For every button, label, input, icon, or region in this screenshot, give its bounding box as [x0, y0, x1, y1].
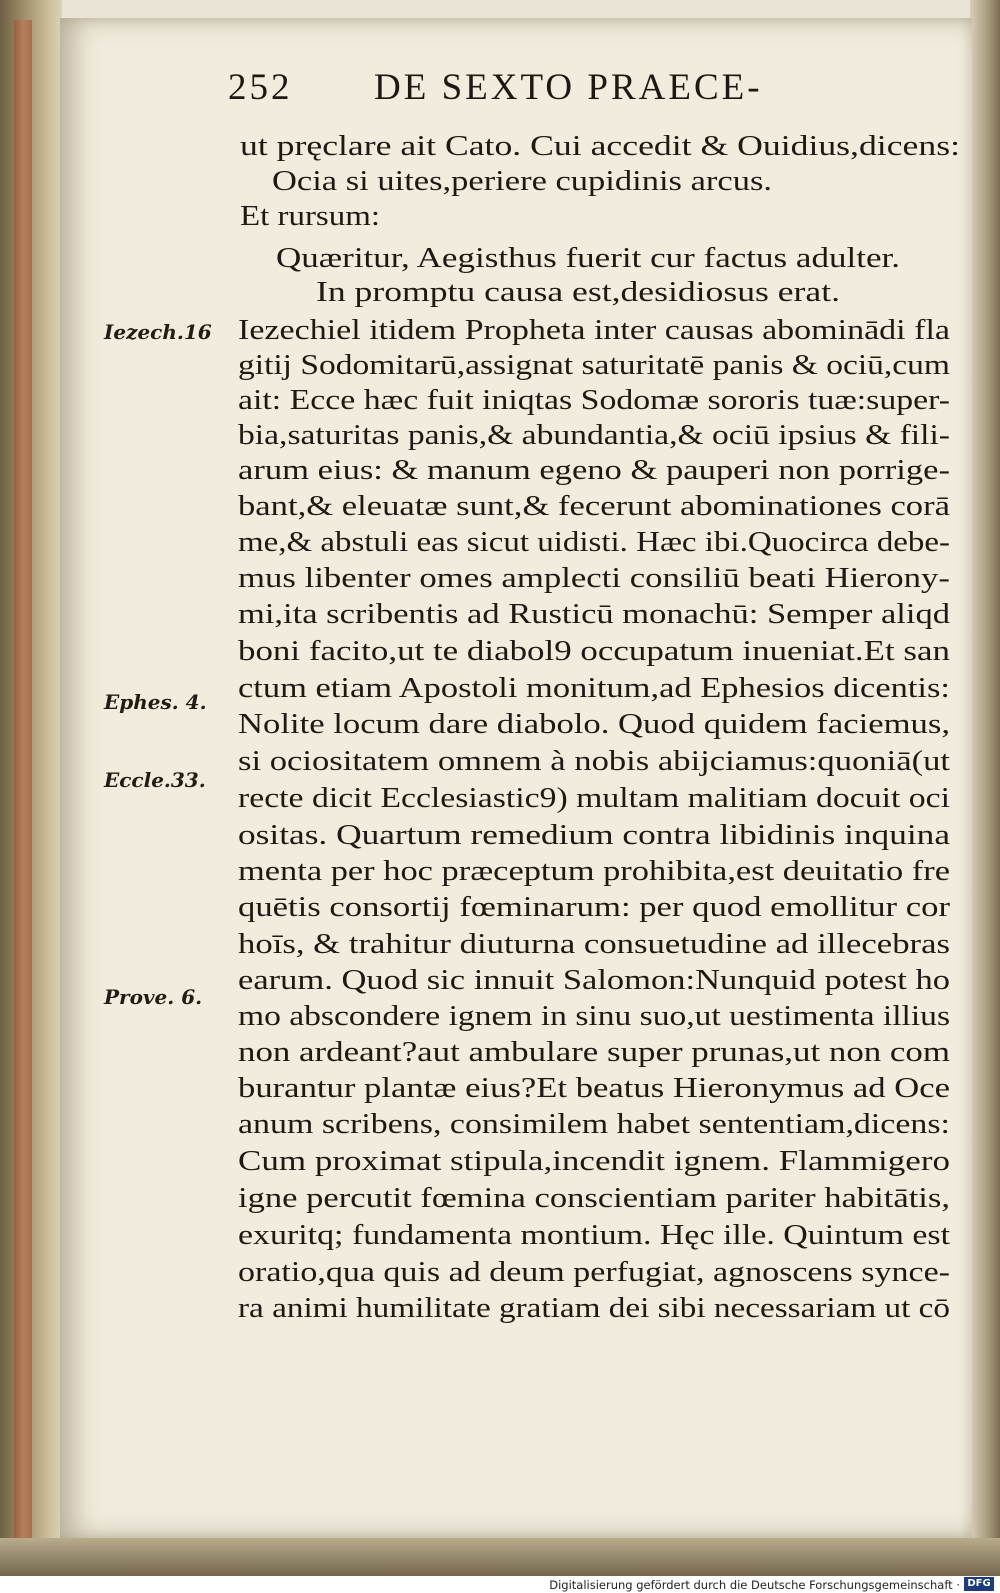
text-line: burantur plantæ eius?Et beatus Hieronymus ad Oce	[238, 1072, 950, 1104]
text-line: ut pręclare ait Cato. Cui accedit & Ouidius,dicens:	[240, 130, 960, 162]
text-line: oratio,qua quis ad deum perfugiat, agnoscens synce-	[238, 1256, 951, 1288]
text-line: bant,& eleuatæ sunt,& fecerunt abominationes corā	[238, 490, 950, 522]
margin-note: Eccle.33.	[104, 768, 206, 792]
text-line: igne percutit fœmina conscientiam pariter habitātis,	[238, 1182, 950, 1214]
text-line: ctum etiam Apostoli monitum,ad Ephesios dicentis:	[238, 672, 950, 704]
text-line: In promptu causa est,desidiosus erat.	[316, 276, 840, 308]
facing-page-edge	[970, 0, 1000, 1593]
text-line: Nolite locum dare diabolo. Quod quidem faciemus,	[238, 708, 951, 740]
text-line: ait: Ecce hæc fuit iniqtas Sodomæ sororis tuæ:super-	[238, 384, 950, 416]
text-line: Iezechiel itidem Propheta inter causas abominādi fla	[238, 314, 950, 346]
digitization-credit: Digitalisierung gefördert durch die Deutsche Forschungsgemeinschaft ·	[549, 1578, 960, 1592]
text-line: arum eius: & manum egeno & pauperi non porrige-	[238, 454, 951, 486]
text-line: boni facito,ut te diabol9 occupatum inueniat.Et san	[238, 635, 951, 667]
spine-edge	[14, 20, 32, 1560]
text-line: mi,ita scribentis ad Rusticū monachū: Semper aliqd	[238, 598, 950, 630]
running-head: DE SEXTO PRAECE-	[374, 67, 763, 108]
text-line: me,& abstuli eas sicut uidisti. Hæc ibi.Quocirca debe-	[238, 526, 950, 558]
text-line: gitij Sodomitarū,assignat saturitatē panis & ociū,cum	[238, 349, 950, 381]
text-line: bia,saturitas panis,& abundantia,& ociū ipsius & fili-	[238, 419, 950, 451]
text-line: non ardeant?aut ambulare super prunas,ut non com	[238, 1036, 950, 1068]
text-line: Ocia si uites,periere cupidinis arcus.	[272, 165, 772, 197]
text-line: Cum proximat stipula,incendit ignem. Flammigero	[238, 1145, 950, 1177]
text-line: quētis consortij fœminarum: per quod emollitur cor	[238, 891, 950, 923]
margin-note: Ephes. 4.	[104, 690, 207, 714]
text-line: exuritq; fundamenta montium. Hęc ille. Quintum est	[238, 1219, 950, 1251]
margin-note: Prove. 6.	[104, 985, 203, 1009]
page-bottom-shadow	[0, 1538, 1000, 1578]
text-line: recte dicit Ecclesiastic9) multam malitiam docuit oci	[238, 782, 950, 814]
page-number: 252	[228, 67, 293, 108]
page-header	[228, 66, 968, 116]
text-line: ra animi humilitate gratiam dei sibi necessariam ut cō	[238, 1292, 951, 1324]
margin-note: Iezech.16	[104, 320, 212, 344]
text-line: Et rursum:	[240, 200, 380, 232]
text-line: si ociositatem omnem à nobis abijciamus:quoniā(ut	[238, 745, 950, 777]
text-line: anum scribens, consimilem habet sententiam,dicens:	[238, 1108, 950, 1140]
dfg-logo: DFG	[964, 1577, 994, 1591]
text-line: earum. Quod sic innuit Salomon:Nunquid potest ho	[238, 964, 950, 996]
text-line: menta per hoc præceptum prohibita,est deuitatio fre	[238, 855, 951, 887]
text-line: ositas. Quartum remedium contra libidinis inquina	[238, 819, 951, 851]
text-line: Quæritur, Aegisthus fuerit cur factus adulter.	[276, 242, 900, 274]
text-line: mo abscondere ignem in sinu suo,ut uestimenta illius	[238, 1000, 951, 1032]
text-line: mus libenter omes amplecti consiliū beati Hierony-	[238, 562, 950, 594]
text-line: hoīs, & trahitur diuturna consuetudine ad illecebras	[238, 928, 950, 960]
